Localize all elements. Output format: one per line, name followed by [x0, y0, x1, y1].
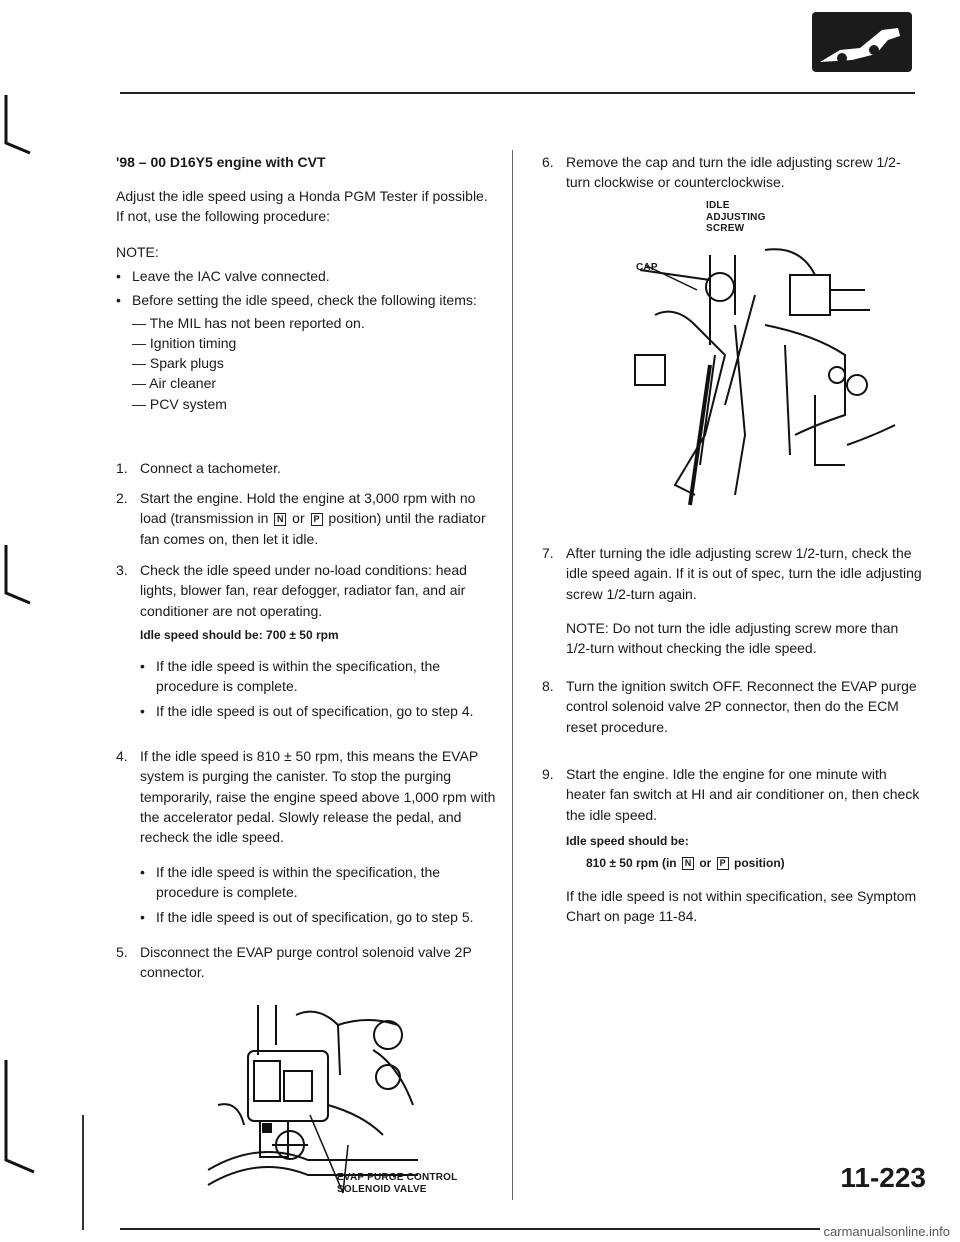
note-item [116, 290, 496, 310]
section-tab-icon [812, 12, 912, 72]
step-number: 7. [542, 545, 554, 561]
step-text-part: Start the engine. Hold the engine at 3,000 rpm with no load (transmission in [140, 490, 476, 527]
step-3 [116, 560, 496, 621]
check-item: — PCV system [132, 395, 227, 412]
step-8 [542, 676, 922, 737]
bullet-text: If the idle speed is out of specification, go to step 4. [156, 702, 474, 719]
step-text: If the idle speed is 810 ± 50 rpm, this means the EVAP system is purging the canister. To stop the purging temporarily, raise the engine speed above 1,000 rpm with the accelerator pedal. Slowly release the pedal, and recheck the idle speed. [140, 748, 496, 846]
bullet-item [140, 701, 496, 721]
cap-label: CAP [636, 262, 658, 273]
check-item-text: PCV system [149, 395, 227, 412]
idle-spec: Idle speed should be: 700 ± 50 rpm [140, 628, 339, 642]
page-number: 11-223 [840, 1162, 926, 1193]
check-list [116, 313, 496, 414]
spec-label: Idle speed should be: [566, 834, 689, 848]
left-edge-rule [82, 1115, 84, 1230]
note-item [116, 266, 496, 286]
step-2 [116, 488, 496, 549]
section-heading: '98 – 00 D16Y5 engine with CVT [116, 154, 326, 170]
check-item-text: Air cleaner [149, 375, 217, 392]
step-9 [542, 764, 922, 825]
evap-figure-label: EVAP PURGE CONTROL SOLENOID VALVE [337, 1172, 458, 1195]
bullet-icon: • [140, 658, 145, 674]
step3-bullets [140, 656, 496, 721]
check-item: — Ignition timing [132, 334, 237, 351]
bullet-icon: • [140, 908, 145, 925]
bullet-item [140, 862, 496, 903]
park-box-icon: P [717, 857, 729, 870]
check-item: — The MIL has not been reported on. [132, 314, 365, 331]
bullet-icon: • [140, 864, 145, 880]
step-number: 5. [116, 944, 128, 960]
step-number: 3. [116, 562, 128, 578]
or-word: or [292, 510, 305, 527]
step-text: After turning the idle adjusting screw 1/2-turn, check the idle speed again. If it is out of spec, turn the idle adjusting screw 1/2-turn again. [566, 545, 922, 602]
spec-tail-text: position) [734, 856, 785, 870]
step-number: 8. [542, 678, 554, 694]
step-number: 9. [542, 766, 554, 782]
bullet-icon: • [116, 268, 121, 284]
step-text: Check the idle speed under no-load conditions: head lights, blower fan, rear defogger, radiator fan, and air conditioner are not operating. [140, 562, 467, 619]
note-list [116, 266, 496, 414]
bullet-item [140, 656, 496, 697]
note-label: NOTE: [116, 244, 159, 260]
or-word: or [699, 856, 712, 870]
step-number: 4. [116, 748, 128, 764]
step-text: Connect a tachometer. [140, 460, 281, 476]
check-item-text: Ignition timing [149, 334, 237, 351]
top-rule [120, 92, 915, 94]
step4-bullets [140, 862, 496, 927]
neutral-box-icon: N [274, 513, 286, 526]
binder-mark-top [0, 95, 40, 155]
check-item: — Air cleaner [132, 375, 217, 392]
step-text: Start the engine. Idle the engine for one minute with heater fan switch at HI and air conditioner on, then check the idle speed. [566, 766, 920, 823]
bullet-item [140, 907, 496, 927]
step-text [116, 488, 496, 549]
bullet-text: If the idle speed is within the specification, the procedure is complete. [156, 658, 441, 695]
note-item-text: Before setting the idle speed, check the following items: [132, 292, 477, 309]
bullet-icon: • [140, 702, 145, 719]
binder-mark-mid [0, 545, 40, 605]
bullet-text: If the idle speed is out of specification, go to step 5. [156, 908, 474, 925]
step-number: 2. [116, 490, 128, 506]
neutral-box-icon: N [682, 857, 694, 870]
step-4 [116, 746, 496, 847]
binder-mark-low [0, 1060, 50, 1180]
step-number: 1. [116, 460, 128, 476]
step-7 [542, 543, 922, 604]
idle-screw-label: IDLE ADJUSTING SCREW [706, 200, 766, 234]
closing-text: If the idle speed is not within specification, see Symptom Chart on page 11-84. [566, 888, 917, 925]
spec-value [586, 856, 785, 870]
step-6 [542, 152, 922, 193]
step-text: Turn the ignition switch OFF. Reconnect the EVAP purge control solenoid valve 2P connector, then do the ECM reset procedure. [566, 678, 917, 735]
check-item: — Spark plugs [132, 355, 224, 372]
footer-url[interactable]: carmanualsonline.info [820, 1224, 954, 1239]
evap-solenoid-diagram [198, 995, 428, 1195]
step-5 [116, 942, 496, 983]
bottom-rule [120, 1228, 940, 1230]
intro-paragraph: Adjust the idle speed using a Honda PGM Tester if possible. If not, use the following procedure: [116, 188, 488, 225]
spec-value-text: 810 ± 50 rpm (in [586, 856, 677, 870]
idle-adjusting-screw-diagram [615, 235, 915, 515]
step-text: Remove the cap and turn the idle adjusting screw 1/2-turn clockwise or counterclockwise. [566, 154, 901, 191]
step-text: Disconnect the EVAP purge control solenoid valve 2P connector. [140, 944, 472, 981]
park-box-icon: P [311, 513, 323, 526]
car-silhouette-icon [812, 12, 912, 72]
bullet-icon: • [116, 292, 121, 309]
step-text-part: position) until the radiator fan comes on, then let it idle. [140, 510, 486, 547]
step7-note: NOTE: Do not turn the idle adjusting screw more than 1/2-turn without checking the idle speed. [566, 620, 899, 657]
column-divider [512, 150, 513, 1200]
step-number: 6. [542, 154, 554, 170]
step-1 [116, 458, 496, 478]
check-item-text: The MIL has not been reported on. [149, 314, 365, 331]
check-item-text: Spark plugs [149, 355, 224, 372]
note-item-text: Leave the IAC valve connected. [132, 268, 330, 284]
bullet-text: If the idle speed is within the specification, the procedure is complete. [156, 864, 441, 901]
